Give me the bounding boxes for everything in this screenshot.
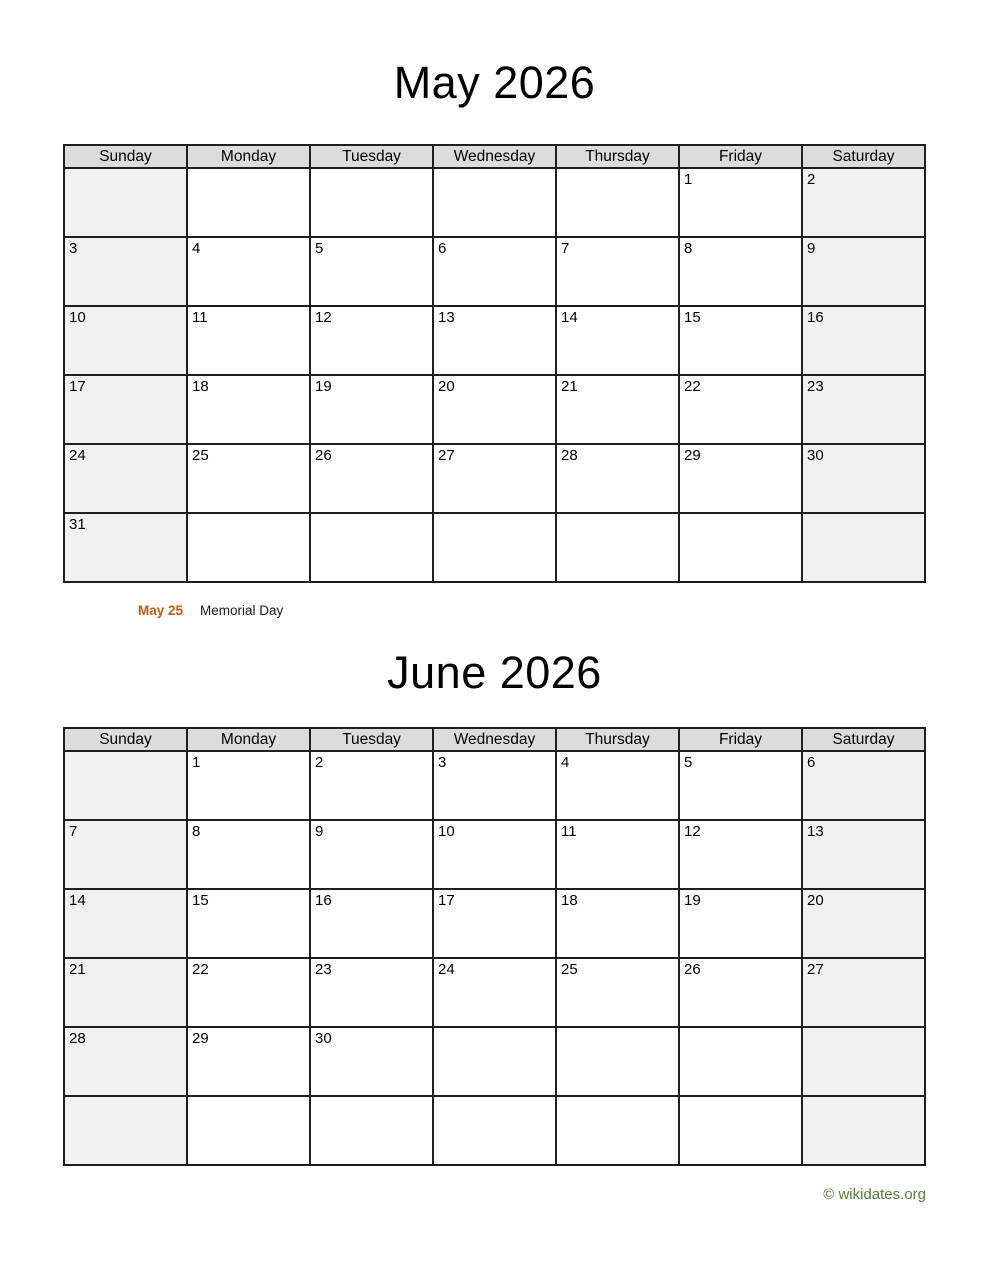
day-cell-june-26 bbox=[679, 958, 802, 1027]
day-number: 2 bbox=[315, 754, 324, 771]
day-cell-june-15 bbox=[187, 889, 310, 958]
day-cell-june-14 bbox=[64, 889, 187, 958]
weekday-header-sunday: Sunday bbox=[64, 145, 187, 168]
day-number: 3 bbox=[438, 754, 447, 771]
day-cell-may-13 bbox=[433, 306, 556, 375]
day-number: 21 bbox=[69, 961, 86, 978]
day-cell-empty bbox=[310, 513, 433, 582]
day-cell-empty bbox=[433, 1027, 556, 1096]
day-cell-may-19 bbox=[310, 375, 433, 444]
weekday-header-saturday: Saturday bbox=[802, 145, 925, 168]
month-section-june bbox=[0, 619, 989, 1166]
day-cell-may-28 bbox=[556, 444, 679, 513]
day-number: 2 bbox=[807, 171, 816, 188]
day-cell-june-11 bbox=[556, 820, 679, 889]
day-cell-june-4 bbox=[556, 751, 679, 820]
day-number: 23 bbox=[315, 961, 332, 978]
day-number: 8 bbox=[192, 823, 201, 840]
day-cell-june-6 bbox=[802, 751, 925, 820]
week-row bbox=[64, 237, 925, 306]
calendar-header-may bbox=[64, 145, 925, 168]
day-number: 26 bbox=[684, 961, 701, 978]
day-number: 16 bbox=[315, 892, 332, 909]
weekday-header-monday: Monday bbox=[187, 145, 310, 168]
day-cell-empty bbox=[679, 513, 802, 582]
day-cell-june-9 bbox=[310, 820, 433, 889]
day-number: 18 bbox=[192, 378, 209, 395]
week-row bbox=[64, 958, 925, 1027]
day-number: 9 bbox=[315, 823, 324, 840]
week-row bbox=[64, 168, 925, 237]
day-number: 24 bbox=[69, 447, 86, 464]
day-cell-june-12 bbox=[679, 820, 802, 889]
day-cell-may-16 bbox=[802, 306, 925, 375]
day-cell-may-7 bbox=[556, 237, 679, 306]
day-cell-empty bbox=[679, 1096, 802, 1165]
day-cell-may-14 bbox=[556, 306, 679, 375]
day-number: 29 bbox=[192, 1030, 209, 1047]
day-cell-may-10 bbox=[64, 306, 187, 375]
day-cell-empty bbox=[310, 168, 433, 237]
day-cell-may-15 bbox=[679, 306, 802, 375]
day-number: 10 bbox=[438, 823, 455, 840]
day-number: 14 bbox=[69, 892, 86, 909]
day-number: 22 bbox=[192, 961, 209, 978]
wikidates-copyright-link[interactable]: © wikidates.org bbox=[823, 1186, 926, 1203]
day-cell-empty bbox=[64, 168, 187, 237]
day-cell-may-6 bbox=[433, 237, 556, 306]
day-number: 12 bbox=[315, 309, 332, 326]
day-cell-empty bbox=[310, 1096, 433, 1165]
week-row bbox=[64, 513, 925, 582]
weekday-header-row bbox=[64, 145, 925, 168]
day-cell-empty bbox=[556, 168, 679, 237]
day-number: 19 bbox=[684, 892, 701, 909]
day-number: 1 bbox=[684, 171, 693, 188]
week-row bbox=[64, 889, 925, 958]
day-cell-empty bbox=[64, 1096, 187, 1165]
day-cell-empty bbox=[802, 1027, 925, 1096]
day-cell-june-23 bbox=[310, 958, 433, 1027]
day-cell-empty bbox=[433, 513, 556, 582]
day-number: 6 bbox=[807, 754, 816, 771]
day-number: 8 bbox=[684, 240, 693, 257]
day-number: 26 bbox=[315, 447, 332, 464]
day-cell-empty bbox=[802, 513, 925, 582]
day-number: 9 bbox=[807, 240, 816, 257]
day-number: 17 bbox=[69, 378, 86, 395]
weekday-header-wednesday: Wednesday bbox=[433, 145, 556, 168]
day-number: 24 bbox=[438, 961, 455, 978]
day-number: 18 bbox=[561, 892, 578, 909]
day-cell-june-18 bbox=[556, 889, 679, 958]
week-row bbox=[64, 306, 925, 375]
month-title-june: June 2026 bbox=[387, 647, 602, 698]
week-row bbox=[64, 820, 925, 889]
calendar-body-may bbox=[64, 168, 925, 582]
day-number: 13 bbox=[807, 823, 824, 840]
day-cell-june-17 bbox=[433, 889, 556, 958]
day-cell-may-23 bbox=[802, 375, 925, 444]
day-cell-june-21 bbox=[64, 958, 187, 1027]
weekday-header-sunday: Sunday bbox=[64, 728, 187, 751]
weekday-header-tuesday: Tuesday bbox=[310, 728, 433, 751]
day-cell-may-25 bbox=[187, 444, 310, 513]
day-number: 7 bbox=[561, 240, 570, 257]
day-cell-june-1 bbox=[187, 751, 310, 820]
day-number: 17 bbox=[438, 892, 455, 909]
day-cell-may-21 bbox=[556, 375, 679, 444]
day-cell-june-24 bbox=[433, 958, 556, 1027]
day-cell-june-3 bbox=[433, 751, 556, 820]
footer bbox=[0, 1186, 926, 1203]
day-cell-may-31 bbox=[64, 513, 187, 582]
day-cell-june-20 bbox=[802, 889, 925, 958]
day-cell-may-24 bbox=[64, 444, 187, 513]
day-cell-may-1 bbox=[679, 168, 802, 237]
week-row bbox=[64, 1096, 925, 1165]
weekday-header-thursday: Thursday bbox=[556, 728, 679, 751]
week-row bbox=[64, 444, 925, 513]
holiday-date: May 25 bbox=[138, 603, 184, 618]
day-number: 27 bbox=[807, 961, 824, 978]
day-number: 5 bbox=[315, 240, 324, 257]
holiday-name: Memorial Day bbox=[200, 603, 284, 618]
day-cell-empty bbox=[556, 1096, 679, 1165]
week-row bbox=[64, 375, 925, 444]
day-number: 30 bbox=[807, 447, 824, 464]
day-number: 6 bbox=[438, 240, 447, 257]
day-cell-may-12 bbox=[310, 306, 433, 375]
day-number: 21 bbox=[561, 378, 578, 395]
day-number: 4 bbox=[561, 754, 570, 771]
day-cell-june-19 bbox=[679, 889, 802, 958]
weekday-header-row bbox=[64, 728, 925, 751]
day-cell-may-4 bbox=[187, 237, 310, 306]
day-number: 15 bbox=[684, 309, 701, 326]
day-number: 7 bbox=[69, 823, 78, 840]
day-number: 23 bbox=[807, 378, 824, 395]
day-cell-june-16 bbox=[310, 889, 433, 958]
day-cell-empty bbox=[556, 1027, 679, 1096]
day-number: 5 bbox=[684, 754, 693, 771]
weekday-header-wednesday: Wednesday bbox=[433, 728, 556, 751]
week-row bbox=[64, 1027, 925, 1096]
day-cell-june-27 bbox=[802, 958, 925, 1027]
day-cell-empty bbox=[187, 513, 310, 582]
day-cell-empty bbox=[433, 1096, 556, 1165]
day-number: 31 bbox=[69, 516, 86, 533]
day-number: 16 bbox=[807, 309, 824, 326]
day-number: 1 bbox=[192, 754, 201, 771]
day-cell-june-22 bbox=[187, 958, 310, 1027]
day-number: 30 bbox=[315, 1030, 332, 1047]
weekday-header-tuesday: Tuesday bbox=[310, 145, 433, 168]
day-number: 20 bbox=[438, 378, 455, 395]
day-cell-june-8 bbox=[187, 820, 310, 889]
weekday-header-saturday: Saturday bbox=[802, 728, 925, 751]
week-row bbox=[64, 751, 925, 820]
day-cell-empty bbox=[187, 168, 310, 237]
day-cell-may-2 bbox=[802, 168, 925, 237]
day-number: 29 bbox=[684, 447, 701, 464]
day-number: 12 bbox=[684, 823, 701, 840]
day-cell-may-17 bbox=[64, 375, 187, 444]
day-cell-may-18 bbox=[187, 375, 310, 444]
day-number: 3 bbox=[69, 240, 78, 257]
day-number: 11 bbox=[561, 823, 577, 840]
day-cell-empty bbox=[433, 168, 556, 237]
day-cell-june-2 bbox=[310, 751, 433, 820]
day-cell-june-30 bbox=[310, 1027, 433, 1096]
day-cell-empty bbox=[802, 1096, 925, 1165]
day-number: 22 bbox=[684, 378, 701, 395]
weekday-header-friday: Friday bbox=[679, 145, 802, 168]
day-number: 4 bbox=[192, 240, 201, 257]
calendar-header-june bbox=[64, 728, 925, 751]
day-number: 25 bbox=[561, 961, 578, 978]
day-cell-may-27 bbox=[433, 444, 556, 513]
day-cell-may-29 bbox=[679, 444, 802, 513]
day-cell-june-10 bbox=[433, 820, 556, 889]
day-cell-empty bbox=[679, 1027, 802, 1096]
day-number: 28 bbox=[69, 1030, 86, 1047]
day-cell-may-3 bbox=[64, 237, 187, 306]
holiday-note bbox=[138, 603, 989, 619]
day-cell-june-13 bbox=[802, 820, 925, 889]
day-number: 10 bbox=[69, 309, 86, 326]
calendar-table-may bbox=[63, 144, 926, 583]
day-cell-may-11 bbox=[187, 306, 310, 375]
weekday-header-thursday: Thursday bbox=[556, 145, 679, 168]
calendar-body-june bbox=[64, 751, 925, 1165]
day-number: 15 bbox=[192, 892, 209, 909]
day-number: 13 bbox=[438, 309, 455, 326]
day-number: 28 bbox=[561, 447, 578, 464]
day-cell-june-28 bbox=[64, 1027, 187, 1096]
day-number: 20 bbox=[807, 892, 824, 909]
day-number: 27 bbox=[438, 447, 455, 464]
calendar-table-june bbox=[63, 727, 926, 1166]
day-cell-june-25 bbox=[556, 958, 679, 1027]
day-cell-may-9 bbox=[802, 237, 925, 306]
weekday-header-friday: Friday bbox=[679, 728, 802, 751]
day-cell-june-7 bbox=[64, 820, 187, 889]
day-cell-may-26 bbox=[310, 444, 433, 513]
weekday-header-monday: Monday bbox=[187, 728, 310, 751]
day-cell-june-5 bbox=[679, 751, 802, 820]
day-cell-empty bbox=[187, 1096, 310, 1165]
day-number: 11 bbox=[192, 309, 208, 326]
day-cell-empty bbox=[556, 513, 679, 582]
day-cell-june-29 bbox=[187, 1027, 310, 1096]
month-section-may bbox=[0, 0, 989, 619]
day-cell-may-20 bbox=[433, 375, 556, 444]
day-number: 25 bbox=[192, 447, 209, 464]
day-cell-empty bbox=[64, 751, 187, 820]
month-title-may: May 2026 bbox=[393, 57, 596, 108]
day-cell-may-30 bbox=[802, 444, 925, 513]
day-number: 14 bbox=[561, 309, 578, 326]
day-cell-may-8 bbox=[679, 237, 802, 306]
day-number: 19 bbox=[315, 378, 332, 395]
day-cell-may-22 bbox=[679, 375, 802, 444]
day-cell-may-5 bbox=[310, 237, 433, 306]
